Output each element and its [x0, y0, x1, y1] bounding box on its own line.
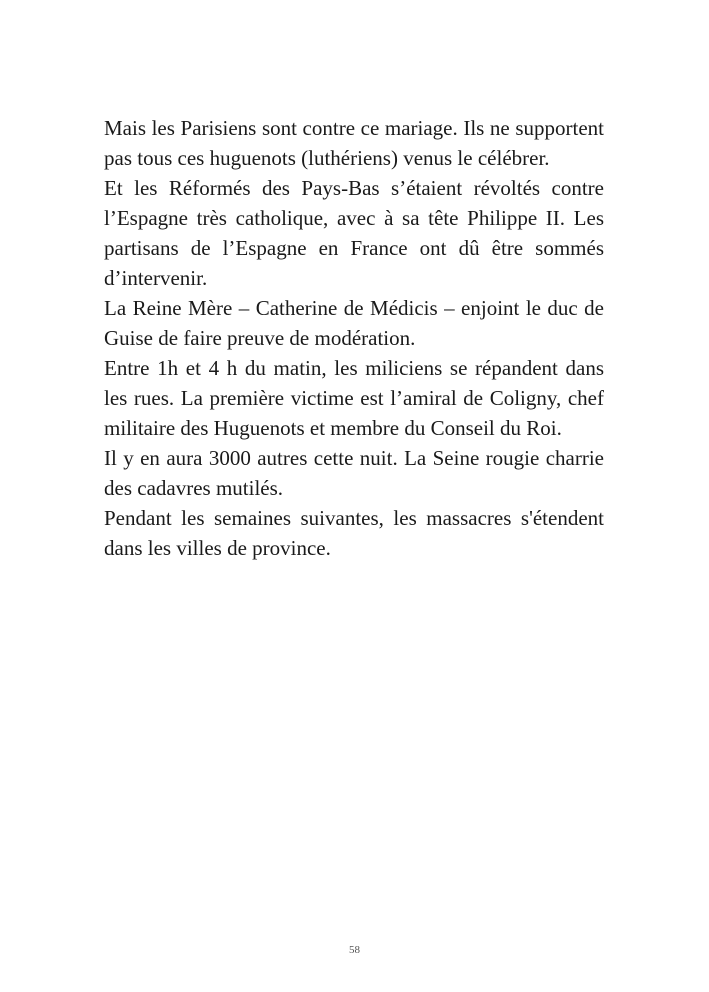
paragraph: Il y en aura 3000 autres cette nuit. La Seine rougie charrie des cadavres mutilés.: [104, 446, 604, 500]
page-number: 58: [349, 944, 360, 956]
paragraph: Mais les Parisiens sont contre ce mariage. Ils ne supportent pas tous ces huguenots (luthériens) venus le célébrer.: [104, 116, 604, 170]
paragraph: Et les Réformés des Pays-Bas s’étaient révoltés contre l’Espagne très catholique, avec à sa tête Philippe II. Les partisans de l’Espagne en France ont dû être sommés d’intervenir.: [104, 176, 604, 290]
body-text: [104, 113, 604, 563]
paragraph: Entre 1h et 4 h du matin, les miliciens se répandent dans les rues. La première victime est l’amiral de Coligny, chef militaire des Huguenots et membre du Conseil du Roi.: [104, 356, 604, 440]
paragraph: La Reine Mère – Catherine de Médicis – enjoint le duc de Guise de faire preuve de modération.: [104, 296, 604, 350]
paragraph: Pendant les semaines suivantes, les massacres s'étendent dans les villes de province.: [104, 506, 604, 560]
